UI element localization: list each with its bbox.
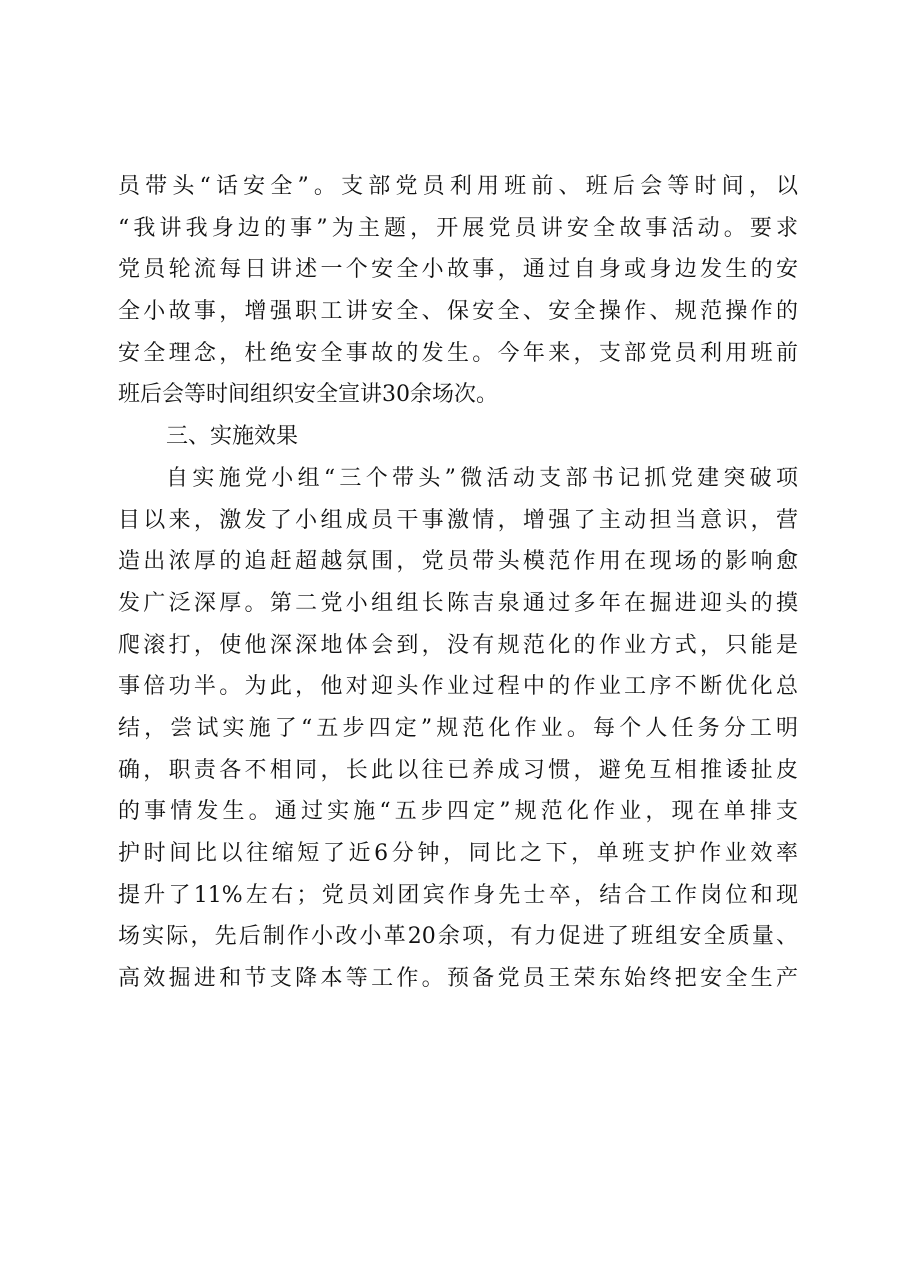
text-line: 自实施党小组“三个带头”微活动支部书记抓党建突破项 xyxy=(166,465,798,491)
text-line: 爬滚打，使他深深地体会到，没有规范化的作业方式，只能是 xyxy=(118,632,798,658)
paragraph-2 xyxy=(118,459,798,999)
document-page xyxy=(118,167,798,1001)
text-line: 提升了11%左右；党员刘团宾作身先士卒，结合工作岗位和现 xyxy=(118,882,798,908)
paragraph-1 xyxy=(118,167,798,415)
text-line: 班后会等时间组织安全宣讲30余场次。 xyxy=(118,382,498,408)
text-line: 事倍功半。为此，他对迎头作业过程中的作业工序不断优化总 xyxy=(118,674,798,700)
text-line: 场实际，先后制作小改小革20余项，有力促进了班组安全质量、 xyxy=(118,924,798,950)
text-line: 全小故事，增强职工讲安全、保安全、安全操作、规范操作的 xyxy=(118,299,798,325)
text-line: “我讲我身边的事”为主题，开展党员讲安全故事活动。要求 xyxy=(118,215,798,241)
text-line: 发广泛深厚。第二党小组组长陈吉泉通过多年在掘进迎头的摸 xyxy=(118,590,798,616)
text-line: 目以来，激发了小组成员干事激情，增强了主动担当意识，营 xyxy=(118,507,798,533)
text-line: 高效掘进和节支降本等工作。预备党员王荣东始终把安全生产 xyxy=(118,966,798,992)
text-line: 确，职责各不相同，长此以往已养成习惯，避免互相推诿扯皮 xyxy=(118,757,798,783)
text-line: 安全理念，杜绝安全事故的发生。今年来，支部党员利用班前 xyxy=(118,340,798,366)
text-line: 护时间比以往缩短了近6分钟，同比之下，单班支护作业效率 xyxy=(118,841,798,866)
text-line: 结，尝试实施了“五步四定”规范化作业。每个人任务分工明 xyxy=(118,715,798,741)
text-line: 造出浓厚的追赶超越氛围，党员带头模范作用在现场的影响愈 xyxy=(118,549,798,575)
text-line: 党员轮流每日讲述一个安全小故事，通过自身或身边发生的安 xyxy=(118,257,798,283)
text-line: 员带头“话安全”。支部党员利用班前、班后会等时间，以 xyxy=(118,174,798,199)
section-heading: 三、实施效果 xyxy=(166,424,299,450)
text-line: 的事情发生。通过实施“五步四定”规范化作业，现在单排支 xyxy=(118,799,798,825)
